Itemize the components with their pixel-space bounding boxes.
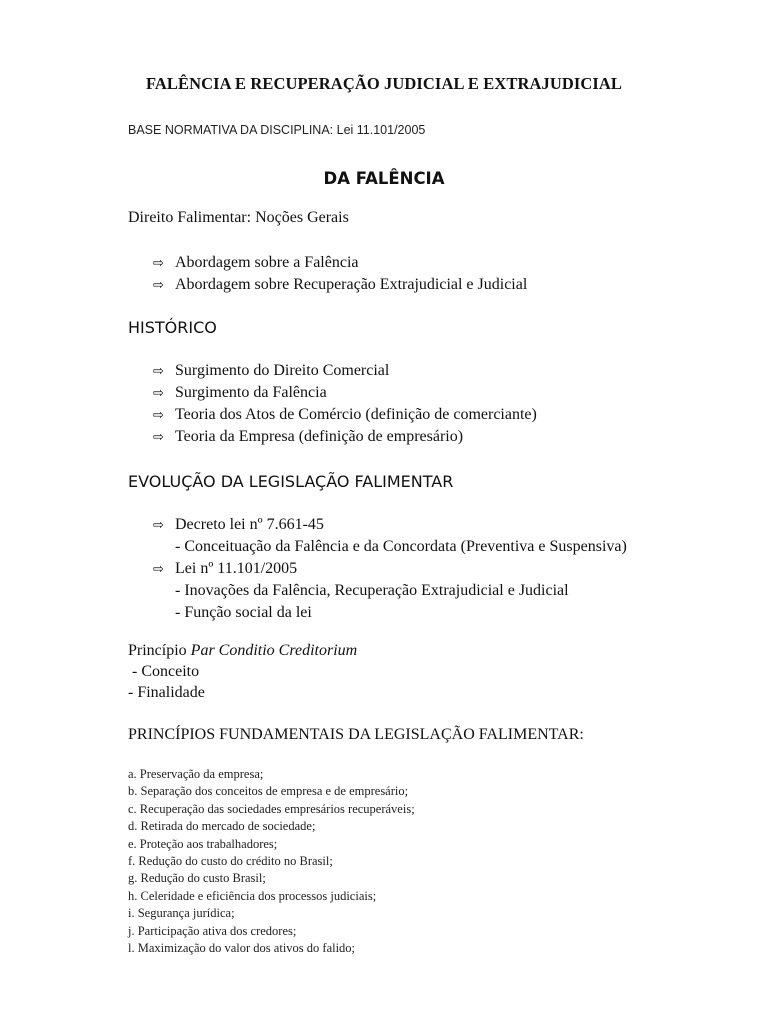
principio-conceito: - Conceito [128, 663, 200, 680]
arrow-right-icon: ⇨ [153, 562, 164, 577]
list-subitem: - Inovações da Falência, Recuperação Extrajudicial e Judicial [175, 582, 569, 599]
list-item: l. Maximização do valor dos ativos do falido; [128, 941, 356, 956]
arrow-right-icon: ⇨ [153, 408, 164, 423]
list-item: e. Proteção aos trabalhadores; [128, 836, 278, 851]
list-item: g. Redução do custo Brasil; [128, 871, 266, 886]
evolucao-heading: EVOLUÇÃO DA LEGISLAÇÃO FALIMENTAR [128, 472, 454, 491]
list-item: a. Preservação da empresa; [128, 767, 264, 781]
list-item: ⇨ Teoria da Empresa (definição de empresário) [153, 426, 537, 448]
document-title: FALÊNCIA E RECUPERAÇÃO JUDICIAL E EXTRAJUDICIAL [145, 74, 623, 93]
list-item: ⇨ Teoria dos Atos de Comércio (definição de comerciante) [153, 404, 537, 426]
list-item: j. Participação ativa dos credores; [128, 923, 297, 938]
section-da-falencia: DA FALÊNCIA [323, 169, 445, 188]
arrow-right-icon: ⇨ [153, 364, 164, 379]
list-item: ⇨ Surgimento da Falência [153, 382, 537, 404]
list-item: ⇨ Abordagem sobre Recuperação Extrajudicial e Judicial [153, 274, 527, 296]
list-item: ⇨ Decreto lei nº 7.661-45 [153, 514, 627, 536]
principio-label: Princípio [128, 642, 187, 659]
fundamentais-heading: PRINCÍPIOS FUNDAMENTAIS DA LEGISLAÇÃO FALIMENTAR: [128, 726, 584, 743]
direito-falimentar-heading: Direito Falimentar: Noções Gerais [128, 209, 349, 226]
list-item: b. Separação dos conceitos de empresa e de empresário; [128, 784, 409, 799]
list-subitem: - Função social da lei [175, 604, 312, 621]
list-subitem: - Conceituação da Falência e da Concordata (Preventiva e Suspensiva) [175, 538, 627, 555]
list-item: ⇨ Abordagem sobre a Falência [153, 252, 527, 274]
base-normativa: BASE NORMATIVA DA DISCIPLINA: Lei 11.101/2005 [128, 123, 426, 137]
arrow-right-icon: ⇨ [153, 430, 164, 445]
fundamentais-list [128, 766, 415, 957]
arrow-right-icon: ⇨ [153, 518, 164, 533]
historico-list [153, 360, 537, 448]
arrow-right-icon: ⇨ [153, 386, 164, 401]
list-item: h. Celeridade e eficiência dos processos judiciais; [128, 888, 377, 903]
evolucao-list [153, 514, 627, 624]
list-item: d. Retirada do mercado de sociedade; [128, 819, 316, 834]
list-item: f. Redução do custo do crédito no Brasil; [128, 854, 333, 869]
historico-heading: HISTÓRICO [128, 318, 217, 337]
principio-finalidade: - Finalidade [128, 684, 205, 701]
list-item: c. Recuperação das sociedades empresários recuperáveis; [128, 801, 415, 816]
list-item: ⇨ Lei nº 11.101/2005 [153, 558, 627, 580]
list-item: i. Segurança jurídica; [128, 906, 235, 921]
list-item: ⇨ Surgimento do Direito Comercial [153, 360, 537, 382]
principio-line [128, 642, 357, 660]
principio-latin: Par Conditio Creditorium [190, 642, 358, 659]
arrow-right-icon: ⇨ [153, 256, 164, 271]
direito-falimentar-list [153, 252, 527, 296]
arrow-right-icon: ⇨ [153, 278, 164, 293]
